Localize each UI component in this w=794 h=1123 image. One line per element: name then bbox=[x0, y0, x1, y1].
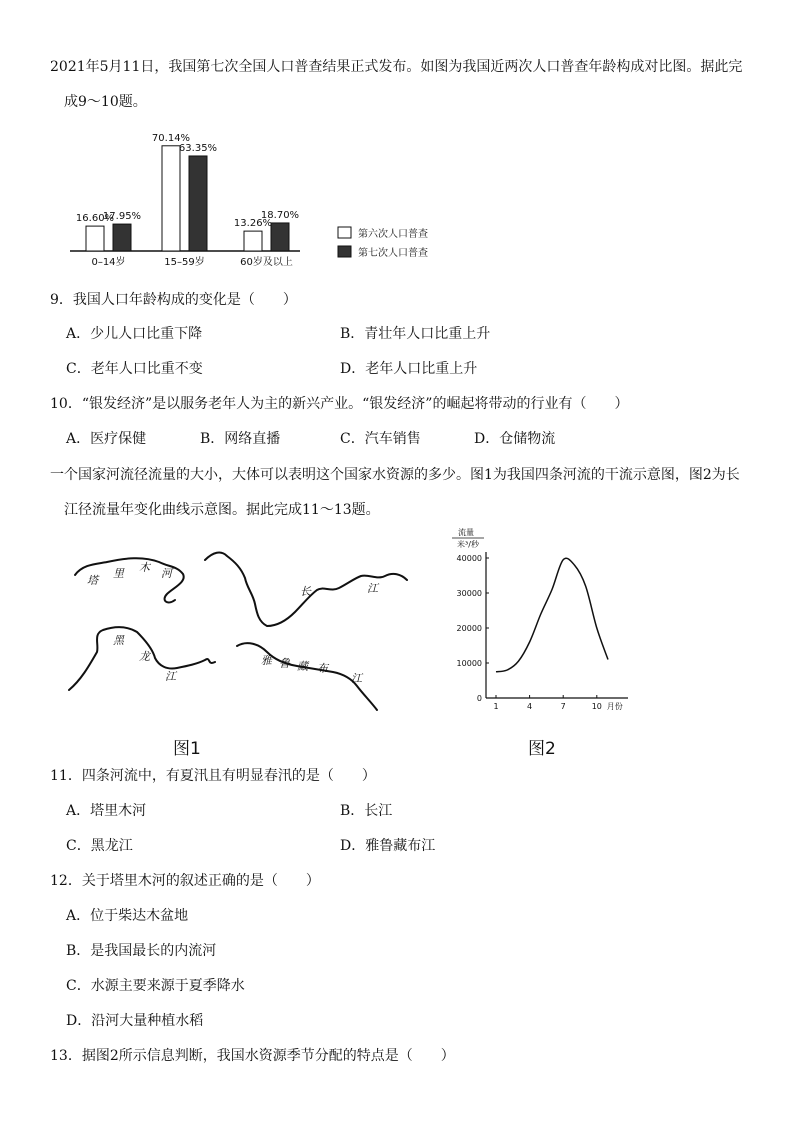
bar-6th-1 bbox=[162, 146, 180, 251]
q11-option-b[interactable]: B．长江 bbox=[340, 803, 393, 819]
bar-value-label-6th-2: 13.26% bbox=[233, 218, 273, 230]
fig2-ytick-label-2: 20000 bbox=[456, 624, 482, 633]
tarim-label-0: 塔 bbox=[87, 574, 98, 587]
fig2-ytick-label-0: 40000 bbox=[456, 554, 482, 563]
fig2-xtick-label-3: 10 bbox=[591, 702, 602, 711]
q10-option-d[interactable]: D．仓储物流 bbox=[474, 431, 556, 447]
q9-option-a[interactable]: A．少儿人口比重下降 bbox=[66, 326, 203, 342]
q9-stem: 9．我国人口年龄构成的变化是（ ） bbox=[50, 292, 297, 308]
q10-option-a[interactable]: A．医疗保健 bbox=[66, 431, 147, 447]
q9-option-c[interactable]: C．老年人口比重不变 bbox=[66, 361, 203, 377]
bar-value-label-6th-0: 16.60% bbox=[75, 213, 115, 225]
figure2-caption: 图2 bbox=[528, 739, 556, 759]
q12-option-c[interactable]: C．水源主要来源于夏季降水 bbox=[66, 978, 245, 994]
bar-6th-2 bbox=[244, 231, 262, 251]
heilongjiang-label-1: 龙 bbox=[139, 650, 150, 663]
bar-value-label-6th-1: 70.14% bbox=[151, 132, 191, 144]
bar-7th-1 bbox=[189, 156, 207, 251]
tarim-label-1: 里 bbox=[113, 567, 124, 580]
yarlung-label-3: 布 bbox=[317, 662, 328, 675]
intro-1-line2: 成9～10题。 bbox=[64, 94, 147, 110]
category-label-0: 0–14岁 bbox=[91, 257, 126, 268]
q11-stem: 11．四条河流中，有夏汛且有明显春汛的是（ ） bbox=[50, 768, 376, 784]
q9-option-d[interactable]: D．老年人口比重上升 bbox=[340, 361, 478, 377]
q11-option-d[interactable]: D．雅鲁藏布江 bbox=[340, 838, 436, 854]
fig2-ytick-label-1: 30000 bbox=[456, 589, 482, 598]
intro-1-line1: 2021年5月11日，我国第七次全国人口普查结果正式发布。如图为我国近两次人口普查年龄构成对比图。据此完 bbox=[50, 59, 743, 75]
intro-2-line1: 一个国家河流径流量的大小，大体可以表明这个国家水资源的多少。图1为我国四条河流的干流示意图，图2为长 bbox=[50, 467, 740, 483]
intro-2 bbox=[50, 458, 750, 528]
figure1-caption: 图1 bbox=[173, 739, 201, 759]
q10-stem: 10．“银发经济”是以服务老年人为主的新兴产业。“银发经济”的崛起将带动的行业有（ ） bbox=[50, 396, 629, 412]
q12-option-b[interactable]: B．是我国最长的内流河 bbox=[66, 943, 217, 959]
q11-option-c[interactable]: C．黑龙江 bbox=[66, 838, 133, 854]
q13-stem: 13．据图2所示信息判断，我国水资源季节分配的特点是（ ） bbox=[50, 1048, 455, 1064]
bar-7th-0 bbox=[113, 224, 131, 251]
changjiang-label-1: 江 bbox=[367, 582, 378, 595]
bar-6th-0 bbox=[86, 226, 104, 251]
figure1-rivers-map bbox=[55, 540, 425, 720]
q12-option-d[interactable]: D．沿河大量种植水稻 bbox=[66, 1013, 204, 1029]
legend-label-7th: 第七次人口普查 bbox=[358, 248, 428, 259]
category-label-2: 60岁及以上 bbox=[240, 257, 293, 268]
legend-swatch-6th bbox=[338, 227, 351, 238]
legend-swatch-7th bbox=[338, 246, 351, 257]
heilongjiang-label-2: 江 bbox=[165, 670, 176, 683]
tarim-label-3: 河 bbox=[161, 567, 172, 580]
yarlung-label-2: 藏 bbox=[297, 660, 308, 673]
fig2-ytick-label-4: 0 bbox=[476, 694, 482, 703]
fig2-xtick-label-1: 4 bbox=[527, 702, 533, 711]
bar-value-label-7th-2: 18.70% bbox=[260, 209, 300, 221]
intro-1 bbox=[50, 50, 750, 120]
fig2-xtick-label-2: 7 bbox=[560, 702, 566, 711]
bar-7th-2 bbox=[271, 223, 289, 251]
q10-option-b[interactable]: B．网络直播 bbox=[200, 431, 281, 447]
fig2-ytitle-top: 流量 bbox=[458, 528, 474, 537]
age-structure-chart bbox=[60, 124, 470, 274]
legend-label-6th: 第六次人口普查 bbox=[358, 229, 428, 240]
fig2-discharge-curve bbox=[496, 558, 608, 672]
tarim-label-2: 木 bbox=[139, 561, 150, 574]
fig2-xunit-label: 月份 bbox=[606, 702, 623, 711]
q12-option-a[interactable]: A．位于柴达木盆地 bbox=[66, 908, 189, 924]
heilongjiang-label-0: 黑 bbox=[113, 634, 124, 647]
q12-stem: 12．关于塔里木河的叙述正确的是（ ） bbox=[50, 873, 320, 889]
bar-value-label-7th-1: 63.35% bbox=[178, 142, 218, 154]
q11-option-a[interactable]: A．塔里木河 bbox=[66, 803, 147, 819]
figure2-discharge-chart bbox=[440, 522, 640, 722]
yarlung-label-4: 江 bbox=[351, 672, 362, 685]
yarlung-label-0: 雅 bbox=[261, 654, 272, 667]
fig2-xtick-label-0: 1 bbox=[493, 702, 499, 711]
bar-value-label-7th-0: 17.95% bbox=[102, 211, 142, 223]
q9-option-b[interactable]: B．青壮年人口比重上升 bbox=[340, 326, 491, 342]
q10-option-c[interactable]: C．汽车销售 bbox=[340, 431, 421, 447]
fig2-ytick-label-3: 10000 bbox=[456, 659, 482, 668]
intro-2-line2: 江径流量年变化曲线示意图。据此完成11～13题。 bbox=[64, 502, 380, 518]
yarlung-label-1: 鲁 bbox=[279, 657, 290, 670]
fig2-ytitle-unit: 米³/秒 bbox=[457, 540, 479, 549]
category-label-1: 15–59岁 bbox=[164, 257, 205, 268]
changjiang-label-0: 长 bbox=[300, 585, 311, 598]
